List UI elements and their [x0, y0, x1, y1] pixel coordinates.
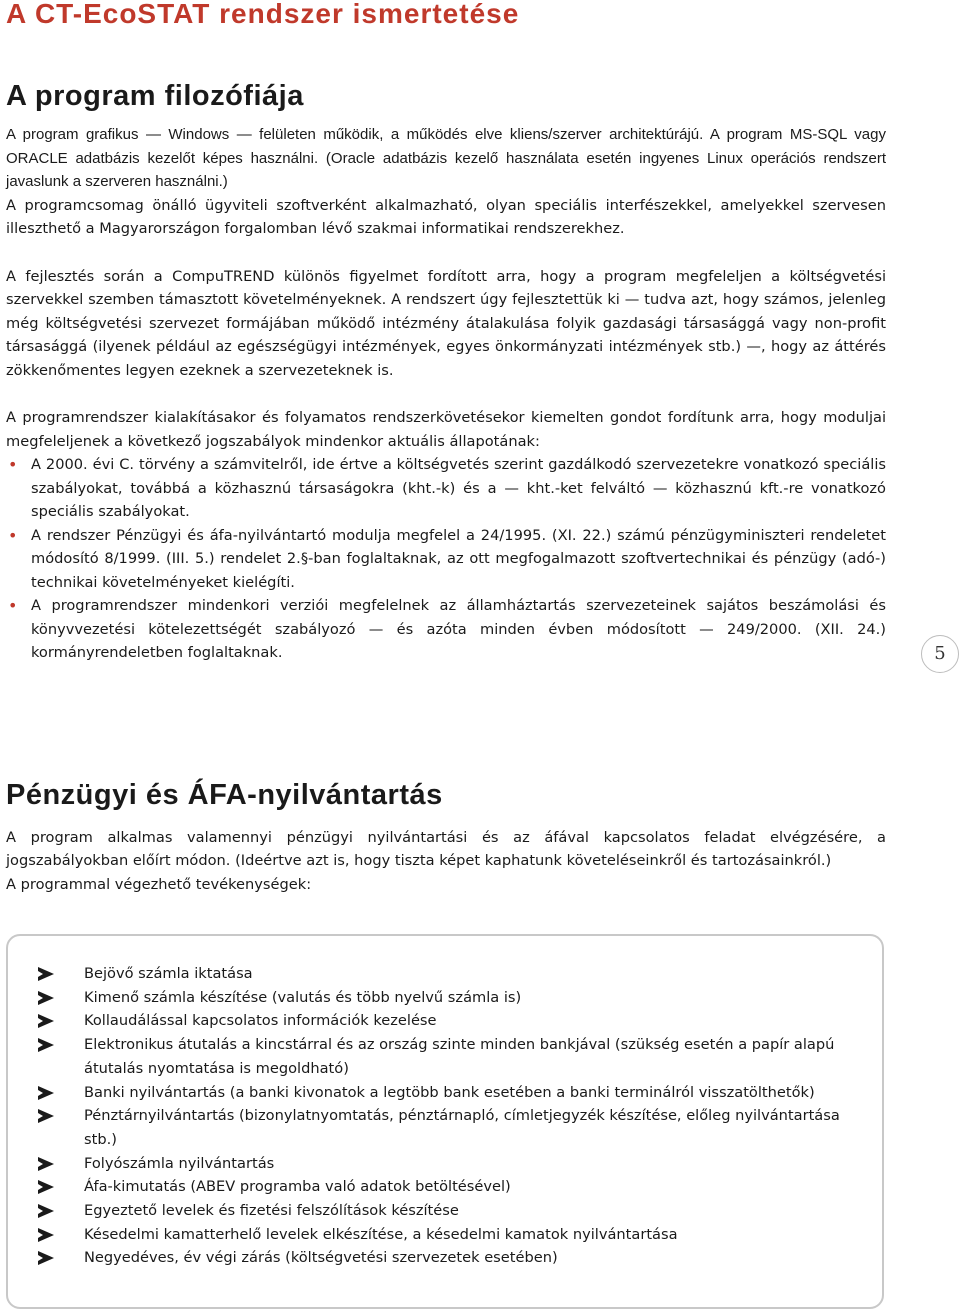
list-item: • A rendszer Pénzügyi és áfa-nyilvántartó modulja megfelel a 24/1995. (XI. 22.) számú pénzügyminiszteri rendeletet módosító 8/1999. (III. 5.) rendelet 2.§-ban foglaltaknak, az ott megfogalmazott szoftvertechnikai és pénzügy (adó-) technikai követelményeket kielégíti. — [8, 525, 886, 591]
legislation-list — [6, 453, 886, 665]
arrow-bullet-icon — [38, 1157, 54, 1171]
list-item: Pénztárnyilvántartás (bizonylatnyomtatás, pénztárnapló, címletjegyzék készítése, előleg nyilvántartása stb.) — [38, 1104, 848, 1151]
list-item: Negyedéves, év végi zárás (költségvetési szervezetek esetében) — [38, 1246, 848, 1270]
list-item: Késedelmi kamatterhelő levelek elkészítése, a késedelmi kamatok nyilvántartása — [38, 1223, 848, 1247]
paragraph-development: A fejlesztés során a CompuTREND különös figyelmet fordított arra, hogy a program megfeleljen a költségvetési szervekkel szemben támasztott követelményeknek. A rendszert úgy fejlesztettük ki — tudva azt, hogy számos, jelenleg még költségvetési szervezet formájában működő intézmény átalakulása folyik gazdasági társasággá vagy non-profit társasággá (ilyenek például az egészségügyi intézmények, egyes önkormányzati intézmények stb.) —, hogy az áttérés zökkenőmentes legyen ezeknek a szervezeteknek is. — [6, 267, 886, 379]
arrow-bullet-icon — [38, 1180, 54, 1194]
list-item: Bejövő számla iktatása — [38, 962, 848, 986]
paragraph-architecture: A program grafikus — Windows — felületen működik, a működés elve kliens/szerver architektúrájú. A program MS-SQL vagy ORACLE adatbázis kezelőt képes használni. (Oracle adatbázis kezelő használata esetén ingyenes Linux operációs rendszert javaslunk a szerveren használni.) — [6, 126, 886, 190]
arrow-bullet-icon — [38, 1251, 54, 1265]
arrow-bullet-icon — [38, 1228, 54, 1242]
activities-list — [38, 962, 848, 1270]
arrow-bullet-icon — [38, 991, 54, 1005]
list-item: • A 2000. évi C. törvény a számvitelről, ide értve a költségvetés szerint gazdálkodó szervezetekre vonatkozó speciális szabályokat, továbbá a közhasznú társaságokra (kht.-k) és a — kht.-ket felváltó — közhasznú kft.-re vonatkozó speciális szabályokat. — [8, 455, 886, 520]
list-item: Kimenő számla készítése (valutás és több nyelvű számla is) — [38, 986, 848, 1010]
list-item: Egyeztető levelek és fizetési felszólítások készítése — [38, 1199, 848, 1223]
arrow-bullet-icon — [38, 1038, 54, 1052]
bullet-icon: • — [8, 525, 18, 545]
paragraph-activities-intro: A programmal végezhető tevékenységek: — [6, 875, 312, 893]
arrow-bullet-icon — [38, 1204, 54, 1218]
list-item: • A programrendszer mindenkori verziói megfelelnek az államháztartás szervezeteinek sajátos beszámolási és könyvvezetési kötelezettségét szabályozó — és azóta minden évben módosított — 249/2000. (XII. 24.) kormányrendeletben foglaltaknak. — [8, 596, 886, 661]
arrow-bullet-icon — [38, 967, 54, 981]
list-item: Folyószámla nyilvántartás — [38, 1152, 848, 1176]
list-item: Áfa-kimutatás (ABEV programba való adatok betöltésével) — [38, 1175, 848, 1199]
document-title: A CT-EcoSTAT rendszer ismertetése — [6, 0, 520, 29]
document-page — [6, 0, 886, 896]
activities-box — [6, 934, 884, 1309]
arrow-bullet-icon — [38, 1109, 54, 1123]
paragraph-package: A programcsomag önálló ügyviteli szoftverként alkalmazható, olyan speciális interfészekkel, amelyekkel szervesen illeszthető a Magyarországon forgalomban lévő szakmai informatikai rendszerekhez. — [6, 196, 886, 237]
section-title-philosophy: A program filozófiája — [6, 80, 304, 112]
bullet-icon: • — [8, 455, 18, 474]
arrow-bullet-icon — [38, 1086, 54, 1100]
paragraph-legislation: A programrendszer kialakításakor és folyamatos rendszerkövetésekor kiemelten gondot fordítunk arra, hogy moduljai megfeleljenek a következő jogszabályok mindenkor aktuális állapotának: — [6, 409, 886, 450]
list-item: Banki nyilvántartás (a banki kivonatok a legtöbb bank esetében a banki terminálról visszatölthetők) — [38, 1081, 848, 1105]
list-item: Elektronikus átutalás a kincstárral és az ország szinte minden bankjával (szükség esetén a papír alapú átutalás nyomtatása is megoldható) — [38, 1033, 848, 1080]
list-item: Kollaudálással kapcsolatos információk kezelése — [38, 1009, 848, 1033]
arrow-bullet-icon — [38, 1014, 54, 1028]
section-title-finance: Pénzügyi és ÁFA-nyilvántartás — [6, 778, 443, 811]
bullet-icon: • — [8, 596, 18, 615]
paragraph-finance-intro: A program alkalmas valamennyi pénzügyi nyilvántartási és az áfával kapcsolatos feladat elvégzésére, a jogszabályokban előírt módon. (Ideértve azt is, hogy tiszta képet kaphatunk követeléseinkről és tartozásainkról.) — [6, 828, 886, 869]
page-number: 5 — [921, 635, 959, 673]
